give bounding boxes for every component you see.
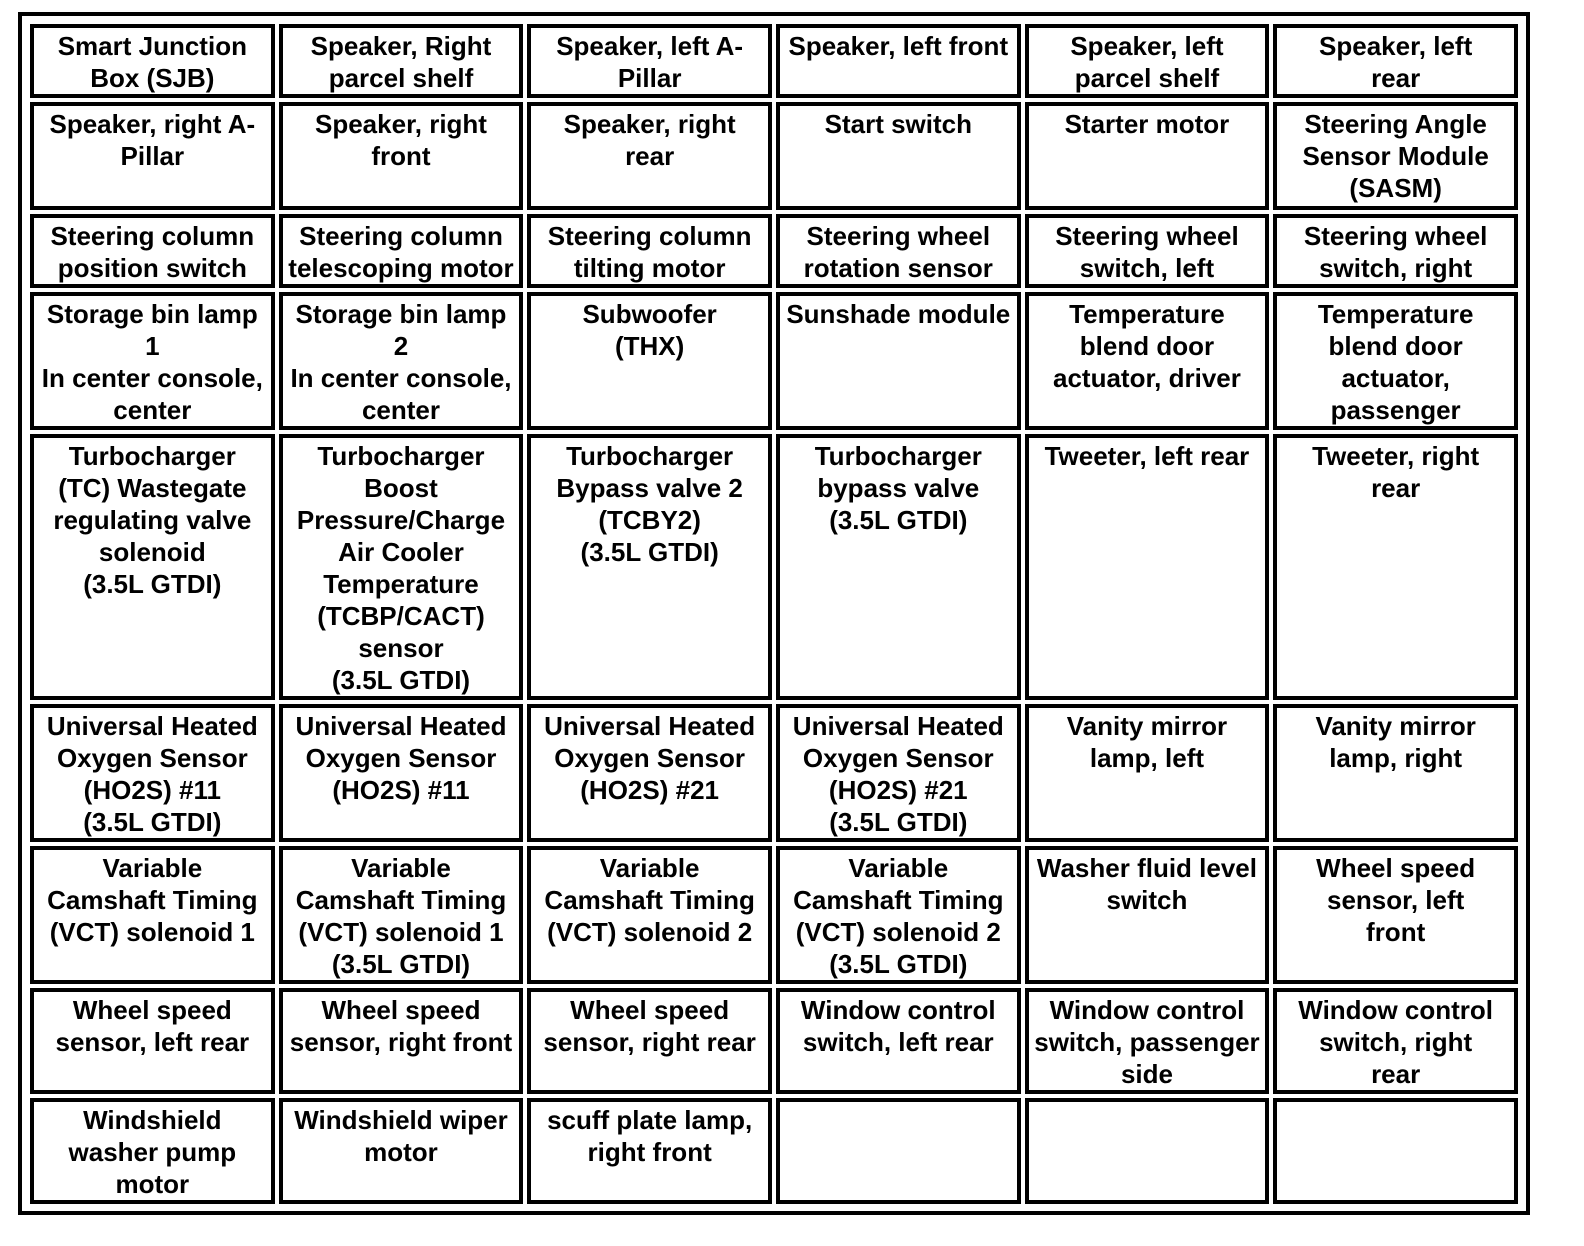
table-cell: Universal Heated Oxygen Sensor (HO2S) #21: [527, 704, 772, 842]
table-cell: Smart Junction Box (SJB): [30, 24, 275, 98]
table-cell: Steering wheel switch, left: [1025, 214, 1270, 288]
table-cell: Wheel speed sensor, right front: [279, 988, 524, 1094]
component-grid: [18, 12, 1530, 1215]
table-cell: Speaker, right A- Pillar: [30, 102, 275, 210]
table-cell: Steering Angle Sensor Module (SASM): [1273, 102, 1518, 210]
table-cell: Turbocharger Boost Pressure/Charge Air Cooler Temperature (TCBP/CACT) sensor (3.5L GTDI): [279, 434, 524, 700]
table-cell: Turbocharger bypass valve (3.5L GTDI): [776, 434, 1021, 700]
table-cell: Turbocharger (TC) Wastegate regulating valve solenoid (3.5L GTDI): [30, 434, 275, 700]
table-cell: Subwoofer (THX): [527, 292, 772, 430]
table-cell: Sunshade module: [776, 292, 1021, 430]
table-row: [30, 102, 1518, 210]
table-row: [30, 988, 1518, 1094]
table-row: [30, 292, 1518, 430]
table-cell: Temperature blend door actuator, passenger: [1273, 292, 1518, 430]
table-cell: Variable Camshaft Timing (VCT) solenoid 2 (3.5L GTDI): [776, 846, 1021, 984]
table-row: [30, 214, 1518, 288]
table-cell: Speaker, left A- Pillar: [527, 24, 772, 98]
table-cell: scuff plate lamp, right front: [527, 1098, 772, 1204]
table-cell: Storage bin lamp 1 In center console, center: [30, 292, 275, 430]
table-cell: Window control switch, left rear: [776, 988, 1021, 1094]
table-cell: Variable Camshaft Timing (VCT) solenoid 1: [30, 846, 275, 984]
table-cell-empty: [776, 1098, 1021, 1204]
table-cell: Speaker, left rear: [1273, 24, 1518, 98]
table-cell: Speaker, right front: [279, 102, 524, 210]
table-cell: Turbocharger Bypass valve 2 (TCBY2) (3.5L GTDI): [527, 434, 772, 700]
table-cell: Steering wheel rotation sensor: [776, 214, 1021, 288]
table-cell: Vanity mirror lamp, left: [1025, 704, 1270, 842]
table-cell: Variable Camshaft Timing (VCT) solenoid 1 (3.5L GTDI): [279, 846, 524, 984]
table-row: [30, 24, 1518, 98]
table-cell-empty: [1025, 1098, 1270, 1204]
table-cell: Window control switch, right rear: [1273, 988, 1518, 1094]
table-cell-empty: [1273, 1098, 1518, 1204]
table-cell: Tweeter, right rear: [1273, 434, 1518, 700]
table-cell: Windshield wiper motor: [279, 1098, 524, 1204]
table-cell: Speaker, left front: [776, 24, 1021, 98]
table-row: [30, 704, 1518, 842]
component-table: [26, 20, 1522, 1208]
table-cell: Windshield washer pump motor: [30, 1098, 275, 1204]
table-row: [30, 1098, 1518, 1204]
table-row: [30, 846, 1518, 984]
table-cell: Wheel speed sensor, right rear: [527, 988, 772, 1094]
table-cell: Wheel speed sensor, left rear: [30, 988, 275, 1094]
table-cell: Universal Heated Oxygen Sensor (HO2S) #11: [279, 704, 524, 842]
table-cell: Steering column tilting motor: [527, 214, 772, 288]
table-cell: Window control switch, passenger side: [1025, 988, 1270, 1094]
table-cell: Tweeter, left rear: [1025, 434, 1270, 700]
table-cell: Universal Heated Oxygen Sensor (HO2S) #11 (3.5L GTDI): [30, 704, 275, 842]
table-cell: Speaker, left parcel shelf: [1025, 24, 1270, 98]
table-cell: Steering column position switch: [30, 214, 275, 288]
table-cell: Universal Heated Oxygen Sensor (HO2S) #21 (3.5L GTDI): [776, 704, 1021, 842]
table-cell: Starter motor: [1025, 102, 1270, 210]
table-cell: Variable Camshaft Timing (VCT) solenoid 2: [527, 846, 772, 984]
table-cell: Storage bin lamp 2 In center console, center: [279, 292, 524, 430]
table-cell: Vanity mirror lamp, right: [1273, 704, 1518, 842]
table-cell: Steering wheel switch, right: [1273, 214, 1518, 288]
table-cell: Wheel speed sensor, left front: [1273, 846, 1518, 984]
table-cell: Start switch: [776, 102, 1021, 210]
table-cell: Speaker, right rear: [527, 102, 772, 210]
table-row: [30, 434, 1518, 700]
table-cell: Washer fluid level switch: [1025, 846, 1270, 984]
table-cell: Temperature blend door actuator, driver: [1025, 292, 1270, 430]
table-cell: Steering column telescoping motor: [279, 214, 524, 288]
table-cell: Speaker, Right parcel shelf: [279, 24, 524, 98]
